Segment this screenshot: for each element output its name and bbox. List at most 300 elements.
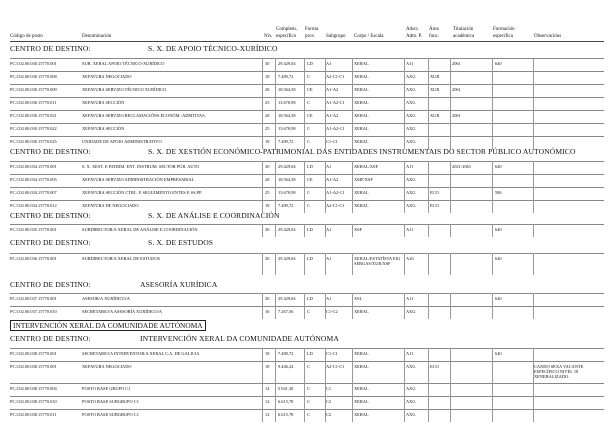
column-divider xyxy=(450,409,451,422)
column-divider xyxy=(533,253,534,275)
column-divider xyxy=(492,253,493,275)
column-divider xyxy=(275,253,276,275)
row-complem: 29.429,04 xyxy=(278,256,296,261)
column-divider xyxy=(450,84,451,97)
column-divider xyxy=(450,97,451,110)
column-divider xyxy=(450,174,451,187)
column-divider xyxy=(492,174,493,187)
col-subgrupo: Subgrupo xyxy=(326,34,346,39)
row-denominacion: SECRETARIO/A ASESORÍA XURÍDICO/A xyxy=(82,309,162,314)
row-forma: LD xyxy=(307,351,313,356)
column-divider xyxy=(275,200,276,213)
row-adscr: AXG xyxy=(406,309,416,314)
row-denominacion: XEFATURA NEGOCIADO xyxy=(82,74,132,79)
row-niv: 18 xyxy=(265,203,270,208)
row-adscr: AXG xyxy=(406,364,416,369)
row-corpo: XERAL/ESTATÍSTA EIG SERGAS/XUR/XSF xyxy=(354,256,401,266)
column-divider xyxy=(404,253,405,275)
column-divider xyxy=(533,58,534,71)
column-divider xyxy=(533,187,534,200)
column-divider xyxy=(533,174,534,187)
column-divider xyxy=(304,348,305,361)
col-adscr-2: Adm. P. xyxy=(406,34,422,39)
column-divider xyxy=(450,293,451,306)
column-divider xyxy=(533,383,534,396)
row-subgrupo: C1-C1 xyxy=(326,351,338,356)
row-rule xyxy=(10,200,604,201)
column-divider xyxy=(450,253,451,275)
row-forma: C xyxy=(307,309,310,314)
row-subgrupo: A1 xyxy=(326,256,332,261)
row-rule xyxy=(10,110,604,111)
row-subgrupo: A1-A2 xyxy=(326,113,339,118)
column-divider xyxy=(262,306,263,319)
centro-label: CENTRO DE DESTINO: xyxy=(10,147,91,156)
col-observacions: Observacións xyxy=(534,34,562,39)
column-divider xyxy=(492,396,493,409)
col-formacion-2: específica xyxy=(493,34,513,39)
column-divider xyxy=(352,110,353,123)
column-divider xyxy=(304,187,305,200)
row-corpo: XERAL xyxy=(354,190,369,195)
column-divider xyxy=(533,97,534,110)
column-divider xyxy=(533,71,534,84)
row-corpo: XMF/XSF xyxy=(354,177,373,182)
column-divider xyxy=(533,110,534,123)
row-subgrupo: A1-A2 xyxy=(326,87,339,92)
column-divider xyxy=(533,200,534,213)
row-codigo: PC.C02.00.038.15770.001 xyxy=(10,351,57,356)
column-divider xyxy=(304,224,305,237)
column-divider xyxy=(428,58,429,71)
header-rule xyxy=(10,41,604,42)
column-divider xyxy=(262,224,263,237)
row-formacion: 640 xyxy=(495,227,502,232)
column-divider xyxy=(352,187,353,200)
row-niv: 25 xyxy=(265,100,270,105)
column-divider xyxy=(275,383,276,396)
section-title: S. X. DE XESTIÓN ECONÓMICO-PATRIMONIAL DAS ENTIDADES INSTRUMENTAIS DO SECTOR PÚBLICO AUTONÓMICO xyxy=(148,147,576,156)
row-rule xyxy=(10,161,604,162)
column-divider xyxy=(428,361,429,383)
row-denominacion: UNIDADE DE APOIO ADMINISTRATIVO xyxy=(82,139,162,144)
col-area-2: func. xyxy=(429,34,440,39)
column-divider xyxy=(428,306,429,319)
column-divider xyxy=(492,224,493,237)
row-denominacion: XEFATURA SECCIÓN CTRL. E SEGUIMENTO ENTES E SS.PP. xyxy=(82,190,203,195)
column-divider xyxy=(492,110,493,123)
column-divider xyxy=(404,84,405,97)
column-divider xyxy=(404,71,405,84)
row-codigo: PC.C02.00.038.15770.001 xyxy=(10,364,57,369)
col-complem-2: específico xyxy=(276,34,297,39)
row-denominacion: XEFATURA NEGOCIADO xyxy=(82,364,132,369)
row-forma: C xyxy=(307,126,310,131)
row-subgrupo: A1 xyxy=(326,61,332,66)
column-divider xyxy=(304,84,305,97)
row-niv: 28 xyxy=(265,113,270,118)
column-divider xyxy=(262,58,263,71)
column-divider xyxy=(352,348,353,361)
column-divider xyxy=(450,136,451,149)
column-divider xyxy=(262,200,263,213)
column-divider xyxy=(262,123,263,136)
row-corpo: XERAL xyxy=(354,364,369,369)
column-divider xyxy=(304,71,305,84)
column-divider xyxy=(304,97,305,110)
column-divider xyxy=(428,224,429,237)
column-divider xyxy=(275,293,276,306)
row-forma: C xyxy=(307,74,310,79)
column-divider xyxy=(450,161,451,174)
row-niv: 28 xyxy=(265,177,270,182)
row-forma: C xyxy=(307,412,310,417)
centro-label: CENTRO DE DESTINO: xyxy=(10,238,91,247)
column-divider xyxy=(275,71,276,84)
row-corpo: XERAL xyxy=(354,386,369,391)
row-rule xyxy=(10,409,604,410)
column-divider xyxy=(492,71,493,84)
column-divider xyxy=(262,161,263,174)
column-divider xyxy=(304,174,305,187)
row-forma: LD xyxy=(307,227,313,232)
table-row xyxy=(0,293,615,306)
row-area: XUR xyxy=(430,74,440,79)
column-divider xyxy=(275,97,276,110)
row-subgrupo: A1 xyxy=(326,296,332,301)
row-adscr: AXG xyxy=(406,203,416,208)
column-divider xyxy=(262,409,263,422)
column-divider xyxy=(450,123,451,136)
column-divider xyxy=(352,383,353,396)
column-divider xyxy=(428,253,429,275)
row-rule xyxy=(10,71,604,72)
row-titulacion: 2061 xyxy=(452,113,461,118)
row-adscr: AXG xyxy=(406,412,416,417)
column-divider xyxy=(428,161,429,174)
row-adscr: A11 xyxy=(406,164,414,169)
column-divider xyxy=(304,136,305,149)
column-divider xyxy=(533,306,534,319)
column-divider xyxy=(428,97,429,110)
table-row xyxy=(0,58,615,71)
row-niv: 28 xyxy=(265,87,270,92)
row-formacion: 640 xyxy=(495,296,502,301)
row-adscr: AXG xyxy=(406,177,416,182)
row-corpo: XERAL xyxy=(354,412,369,417)
col-complem-1: Complem. xyxy=(276,27,297,32)
column-divider xyxy=(304,110,305,123)
column-divider xyxy=(404,361,405,383)
row-subgrupo: A1-A2 xyxy=(326,177,339,182)
column-divider xyxy=(352,174,353,187)
column-divider xyxy=(492,136,493,149)
column-divider xyxy=(533,348,534,361)
column-divider xyxy=(262,396,263,409)
row-rule xyxy=(10,253,604,254)
column-divider xyxy=(352,396,353,409)
column-divider xyxy=(428,110,429,123)
column-divider xyxy=(492,187,493,200)
row-denominacion: POSTO BASE GRUPO C1 xyxy=(82,386,131,391)
column-divider xyxy=(262,187,263,200)
row-codigo: PC.C02.00.038.15770.004 xyxy=(10,386,57,391)
row-codigo: PC.C02.00.034.15770.012 xyxy=(10,203,57,208)
row-denominacion: XEFATURA SERVIZO ADMINISTRACIÓN EMPRESARIAL xyxy=(82,177,195,182)
row-area: ECO xyxy=(430,364,439,369)
row-denominacion: XEFATURA SERVIZO TÉCNICO XURÍDICO xyxy=(82,87,167,92)
centro-label: CENTRO DE DESTINO: xyxy=(10,211,91,220)
row-forma: C xyxy=(307,139,310,144)
column-divider xyxy=(450,396,451,409)
row-codigo: PC.C02.00.030.15770.025 xyxy=(10,139,57,144)
column-divider xyxy=(262,293,263,306)
row-rule xyxy=(10,348,604,349)
column-divider xyxy=(352,253,353,275)
column-divider xyxy=(428,123,429,136)
row-complem: 5.941,30 xyxy=(278,386,294,391)
section-title: S. X. DE ANÁLISE E COORDINACIÓN xyxy=(148,211,280,220)
col-area-1: Área xyxy=(429,27,439,32)
column-divider xyxy=(404,110,405,123)
row-rule xyxy=(10,293,604,294)
boxed-heading: INTERVENCIÓN XERAL DA COMUNIDADE AUTÓNOMA xyxy=(10,320,206,331)
row-rule xyxy=(10,306,604,307)
row-complem: 13.678,98 xyxy=(278,126,296,131)
column-divider xyxy=(352,71,353,84)
row-rule xyxy=(10,224,604,225)
row-complem: 7.489,72 xyxy=(278,351,294,356)
col-codigo: Código de posto xyxy=(10,34,43,39)
column-divider xyxy=(428,84,429,97)
column-divider xyxy=(404,306,405,319)
column-divider xyxy=(262,253,263,275)
table-row xyxy=(0,84,615,97)
row-adscr: AXG xyxy=(406,126,416,131)
row-denominacion: XEFATURA SECCIÓN xyxy=(82,126,125,131)
column-divider xyxy=(492,200,493,213)
row-titulacion: 2061 xyxy=(452,87,461,92)
column-divider xyxy=(404,293,405,306)
column-divider xyxy=(262,361,263,383)
column-divider xyxy=(275,58,276,71)
row-niv: 12 xyxy=(265,412,270,417)
row-codigo: PC.C02.00.030.15770.008 xyxy=(10,74,57,79)
row-complem: 7.489,72 xyxy=(278,203,294,208)
row-codigo: PC.C02.00.034.15770.007 xyxy=(10,190,57,195)
column-divider xyxy=(450,58,451,71)
column-divider xyxy=(262,110,263,123)
row-rule xyxy=(10,136,604,137)
row-codigo: PC.C02.00.037.15770.010 xyxy=(10,309,57,314)
row-rule xyxy=(10,58,604,59)
row-corpo: XERAL xyxy=(354,203,369,208)
row-corpo: XERAL xyxy=(354,399,369,404)
row-corpo: XERAL xyxy=(354,139,369,144)
column-divider xyxy=(304,361,305,383)
table-row xyxy=(0,110,615,123)
row-subgrupo: C1 xyxy=(326,386,332,391)
row-codigo: PC.C02.00.034.15770.001 xyxy=(10,164,57,169)
col-corpo: Corpo / Escala xyxy=(354,34,384,39)
row-adscr: A11 xyxy=(406,61,414,66)
column-divider xyxy=(492,383,493,396)
row-adscr: A11 xyxy=(406,351,414,356)
row-area: XUR xyxy=(430,113,440,118)
column-divider xyxy=(450,348,451,361)
column-divider xyxy=(304,306,305,319)
col-denominacion: Denominación xyxy=(82,34,112,39)
column-divider xyxy=(404,58,405,71)
column-divider xyxy=(275,84,276,97)
row-complem: 7.489,72 xyxy=(278,139,294,144)
column-divider xyxy=(404,383,405,396)
table-row xyxy=(0,361,615,383)
row-corpo: XERAL xyxy=(354,74,369,79)
row-codigo: PC.C02.00.037.15770.001 xyxy=(10,296,57,301)
column-divider xyxy=(450,361,451,383)
row-adscr: AXG xyxy=(406,87,416,92)
row-forma: C xyxy=(307,100,310,105)
table-row xyxy=(0,71,615,84)
row-complem: 9.446,24 xyxy=(278,364,294,369)
row-area: ECO xyxy=(430,190,439,195)
row-corpo: XERAL xyxy=(354,87,369,92)
column-divider xyxy=(404,123,405,136)
column-divider xyxy=(404,396,405,409)
row-denominacion: XEFATURA DE NEGOCIADO xyxy=(82,203,139,208)
row-forma: C xyxy=(307,386,310,391)
column-divider xyxy=(304,253,305,275)
column-divider xyxy=(533,161,534,174)
row-complem: 18.564,58 xyxy=(278,113,296,118)
column-divider xyxy=(533,293,534,306)
column-divider xyxy=(304,58,305,71)
row-codigo: PC.C02.00.038.15770.010 xyxy=(10,399,57,404)
column-divider xyxy=(450,187,451,200)
row-codigo: PC.C02.00.038.15770.011 xyxy=(10,412,57,417)
row-adscr: A16 xyxy=(406,256,414,261)
row-adscr: AXG xyxy=(406,139,416,144)
column-divider xyxy=(404,224,405,237)
row-niv: 12 xyxy=(265,399,270,404)
row-formacion: 640 xyxy=(495,164,502,169)
row-codigo: PC.C02.00.030.15770.011 xyxy=(10,100,57,105)
column-divider xyxy=(492,58,493,71)
row-subgrupo: A1-A2-C1 xyxy=(326,100,345,105)
column-divider xyxy=(304,383,305,396)
column-divider xyxy=(533,409,534,422)
row-complem: 6.615,78 xyxy=(278,399,294,404)
centro-label: CENTRO DE DESTINO: xyxy=(10,280,91,289)
column-divider xyxy=(492,409,493,422)
row-codigo: PC.C02.00.030.15770.022 xyxy=(10,126,57,131)
column-divider xyxy=(262,348,263,361)
column-divider xyxy=(275,187,276,200)
column-divider xyxy=(275,110,276,123)
row-rule xyxy=(10,361,604,362)
column-divider xyxy=(428,174,429,187)
row-adscr: A11 xyxy=(406,227,414,232)
row-codigo: PC.C02.00.034.15770.005 xyxy=(10,177,57,182)
row-forma: LD xyxy=(307,256,313,261)
row-formacion: 640 xyxy=(495,256,502,261)
column-divider xyxy=(404,348,405,361)
column-divider xyxy=(450,110,451,123)
row-codigo: PC.C02.00.030.15770.009 xyxy=(10,87,57,92)
column-divider xyxy=(352,361,353,383)
row-rule xyxy=(10,123,604,124)
row-denominacion: POSTO BASE SUBGRUPO C1 xyxy=(82,399,139,404)
column-divider xyxy=(404,136,405,149)
table-row xyxy=(0,161,615,174)
column-divider xyxy=(275,348,276,361)
row-observacions: CANDO SEXA VACANTE ESPECÍFICO NIVEL 18 XENERALIZADO. xyxy=(534,364,584,379)
row-subgrupo: A1 xyxy=(326,227,332,232)
row-niv: 30 xyxy=(265,296,270,301)
row-denominacion: XEFATURA SECCIÓN xyxy=(82,100,125,105)
row-subgrupo: A2-C1-C1 xyxy=(326,74,345,79)
row-forma: LD xyxy=(307,296,313,301)
row-complem: 13.678,98 xyxy=(278,100,296,105)
row-adscr: AXG xyxy=(406,399,416,404)
column-divider xyxy=(275,136,276,149)
row-corpo: XERAL xyxy=(354,100,369,105)
column-divider xyxy=(275,306,276,319)
row-forma: CE xyxy=(307,113,313,118)
row-rule xyxy=(10,396,604,397)
row-denominacion: S. X. XEST. E PATRIM. ENT. INSTRUM. SECTOR PÚB. AUTO xyxy=(82,164,200,169)
centro-label: CENTRO DE DESTINO: xyxy=(10,44,91,53)
row-corpo: XERAL xyxy=(354,309,369,314)
row-niv: 25 xyxy=(265,190,270,195)
column-divider xyxy=(404,409,405,422)
section-title: S. X. DE APOIO TÉCNICO-XURÍDICO xyxy=(148,44,278,53)
column-divider xyxy=(262,383,263,396)
row-subgrupo: C2 xyxy=(326,412,332,417)
row-niv: 30 xyxy=(265,164,270,169)
column-divider xyxy=(275,396,276,409)
column-divider xyxy=(533,123,534,136)
table-row xyxy=(0,97,615,110)
column-divider xyxy=(428,200,429,213)
row-rule xyxy=(10,383,604,384)
row-niv: 30 xyxy=(265,61,270,66)
row-niv: 14 xyxy=(265,386,270,391)
row-forma: C xyxy=(307,399,310,404)
column-divider xyxy=(428,348,429,361)
row-rule xyxy=(10,174,604,175)
table-row xyxy=(0,224,615,237)
row-formacion: 586 xyxy=(495,190,502,195)
column-divider xyxy=(275,361,276,383)
row-subgrupo: A1-A2-C1 xyxy=(326,126,345,131)
column-divider xyxy=(352,58,353,71)
row-corpo: XERAL xyxy=(354,351,369,356)
row-adscr: AXG xyxy=(406,190,416,195)
row-subgrupo: C1-C2 xyxy=(326,309,338,314)
section-title: INTERVENCIÓN XERAL DA COMUNIDADE AUTÓNOMA xyxy=(140,334,339,343)
section-title: S. X. DE ESTUDOS xyxy=(148,238,214,247)
row-area: XUR xyxy=(430,87,440,92)
row-rule xyxy=(10,187,604,188)
row-codigo: PC.C02.00.030.15770.001 xyxy=(10,61,57,66)
column-divider xyxy=(352,200,353,213)
row-forma: LD xyxy=(307,164,313,169)
row-niv: 30 xyxy=(265,227,270,232)
table-row xyxy=(0,187,615,200)
column-divider xyxy=(352,224,353,237)
